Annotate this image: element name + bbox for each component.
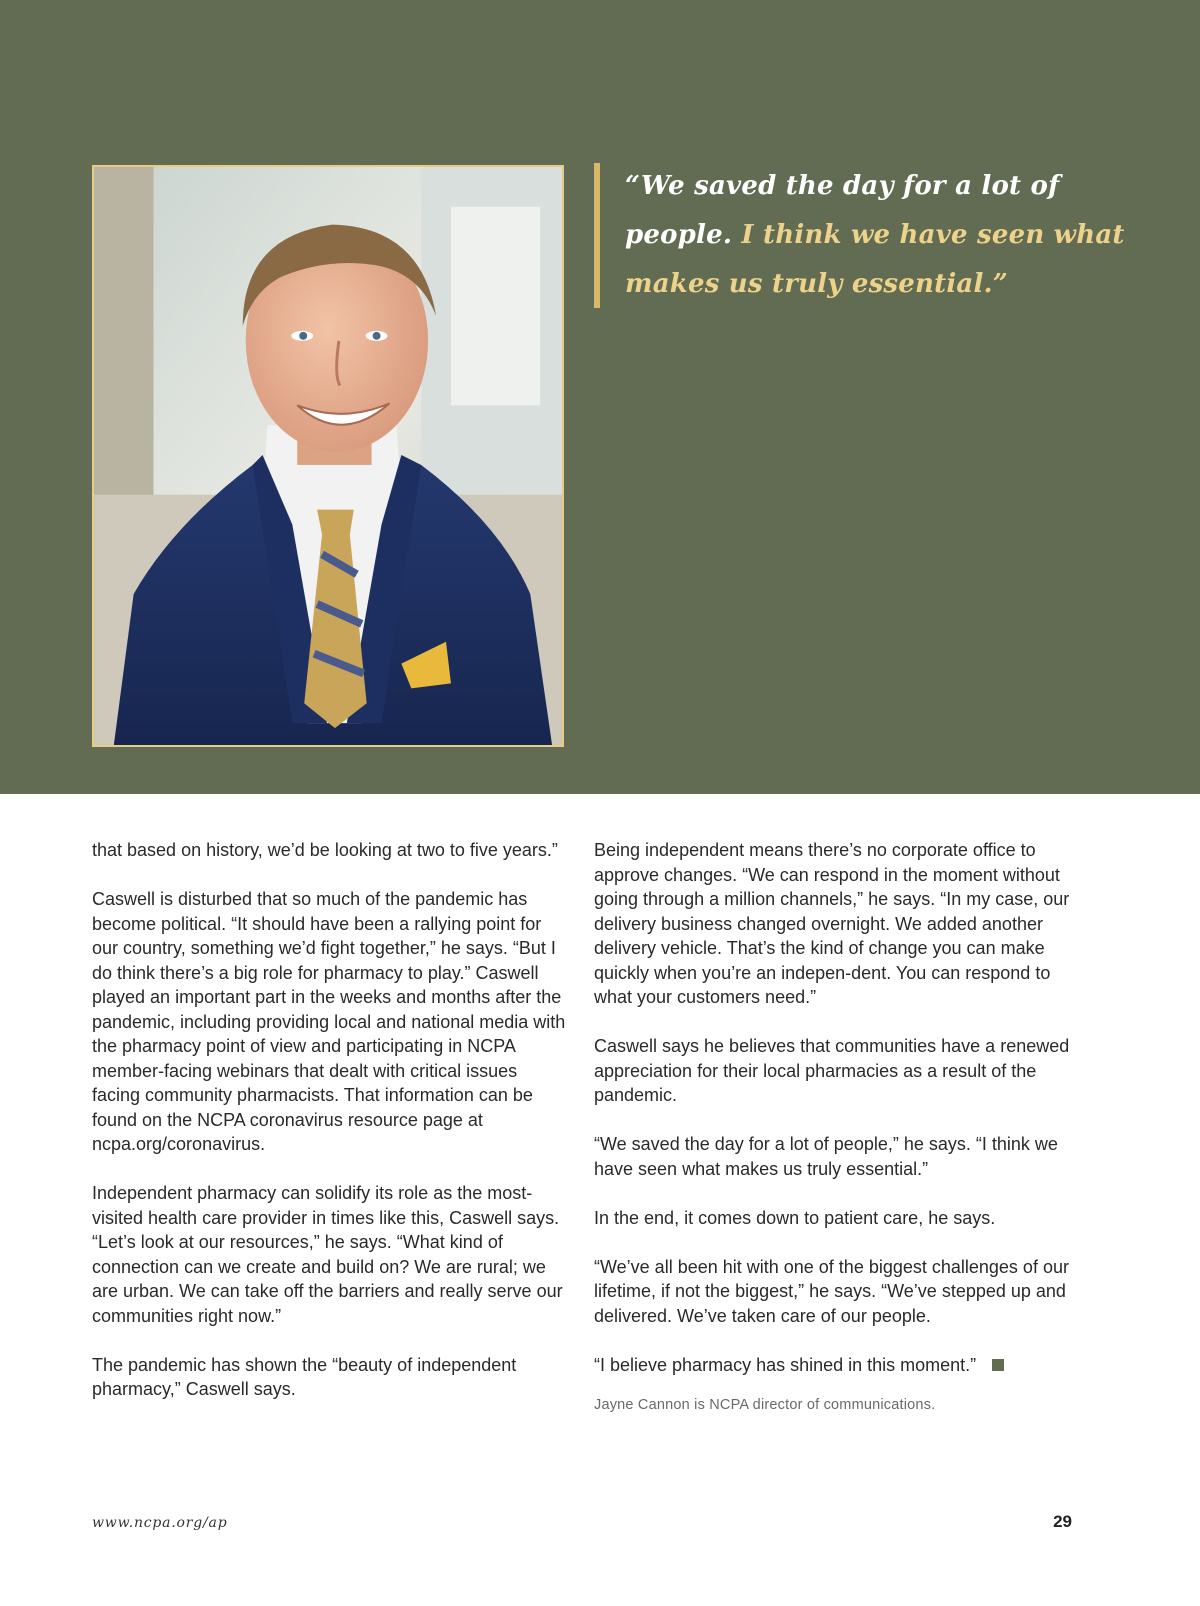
author-byline: Jayne Cannon is NCPA director of communications. bbox=[594, 1397, 936, 1413]
paragraph: Independent pharmacy can solidify its role as the most-visited health care provider in times like this, Caswell says. “Let’s look at our resources,” he says. “What kind of connection can we create and build on? We are rural; we are urban. We can take off the barriers and really serve our communities right now.” bbox=[92, 1183, 563, 1326]
final-paragraph-text: “I believe pharmacy has shined in this moment.” bbox=[594, 1354, 977, 1375]
paragraph: Being independent means there’s no corporate office to approve changes. “We can respond in the moment without going through a million channels,” he says. “In my case, our delivery business changed overnight. We added another delivery vehicle. That’s the kind of change you can make quickly when you’re an indepen-dent. You can respond to what your customers need.” bbox=[594, 840, 1070, 1007]
paragraph: “We’ve all been hit with one of the biggest challenges of our lifetime, if not the biggest,” he says. “We’ve stepped up and delivered. We’ve taken care of our people. bbox=[594, 1256, 1069, 1326]
hero-banner bbox=[0, 0, 1200, 794]
paragraph: “We saved the day for a lot of people,” he says. “I think we have seen what makes us truly essential.” bbox=[594, 1134, 1058, 1179]
paragraph: that based on history, we’d be looking at two to five years.” bbox=[92, 840, 558, 860]
article-column-left bbox=[92, 838, 567, 1426]
article-column-right bbox=[594, 838, 1074, 1418]
portrait-photo-icon bbox=[94, 167, 562, 745]
paragraph: The pandemic has shown the “beauty of independent pharmacy,” Caswell says. bbox=[92, 1354, 517, 1399]
pull-quote-bar bbox=[594, 163, 600, 308]
paragraph: In the end, it comes down to patient care, he says. bbox=[594, 1207, 996, 1228]
paragraph: Caswell is disturbed that so much of the pandemic has become political. “It should have been a rallying point for our country, something we’d fight together,” he says. “But I do think there’s a big role for pharmacy to play.” Caswell played an important part in the weeks and months after the pandemic, including providing local and national media with the pharmacy point of view and participating in NCPA member-facing webinars that dealt with critical issues facing community pharmacists. That information can be found on the NCPA coronavirus resource page at ncpa.org/coronavirus. bbox=[92, 889, 566, 1154]
final-paragraph bbox=[594, 1353, 1074, 1378]
pull-quote-part-1: “We saved the day for a lot of people. bbox=[625, 171, 1060, 250]
pull-quote-highlight: I think we have seen what makes us truly essential.” bbox=[625, 220, 1125, 299]
end-mark-icon bbox=[992, 1359, 1004, 1371]
footer-url: www.ncpa.org/ap bbox=[92, 1515, 228, 1531]
pull-quote bbox=[625, 162, 1125, 309]
paragraph: Caswell says he believes that communities have a renewed appreciation for their local pharmacies as a result of the pandemic. bbox=[594, 1036, 1070, 1105]
page-number: 29 bbox=[1053, 1512, 1072, 1531]
portrait-photo bbox=[92, 165, 564, 747]
